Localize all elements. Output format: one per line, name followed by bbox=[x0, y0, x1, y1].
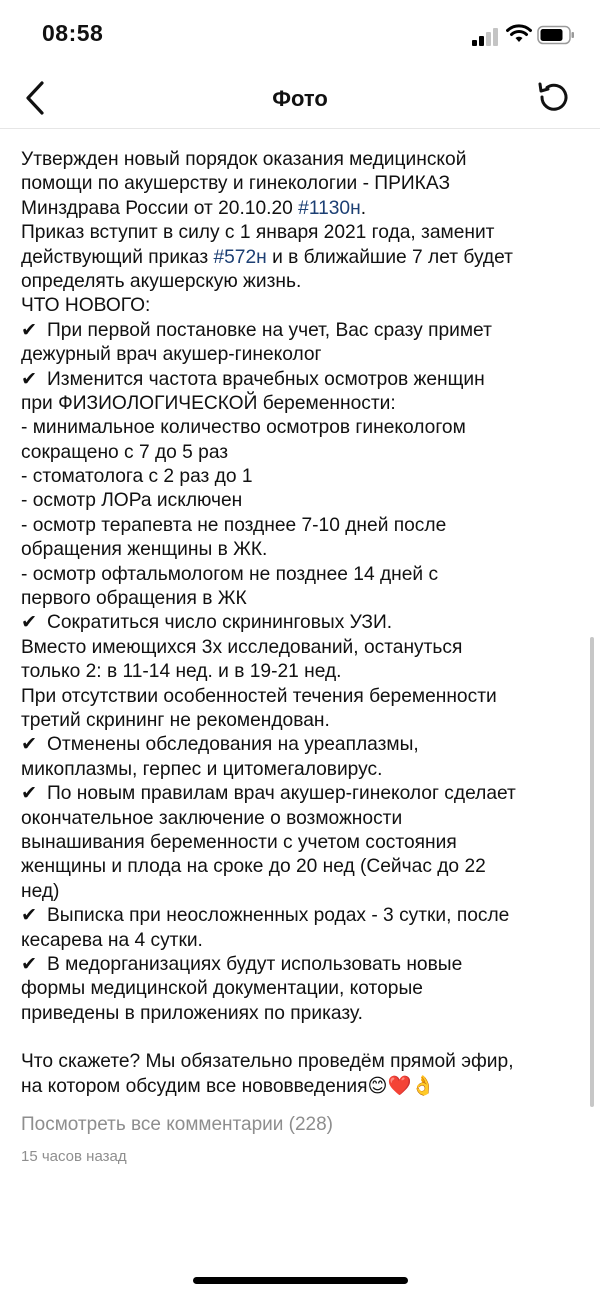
caption-line: - осмотр терапевта не позднее 7-10 дней после bbox=[21, 514, 447, 536]
check-mark-icon: ✔ bbox=[21, 783, 38, 805]
caption-line: При отсутствии особенностей течения беременности bbox=[21, 685, 497, 707]
battery-icon bbox=[537, 25, 575, 45]
scrollbar[interactable] bbox=[590, 637, 594, 1107]
caption-line: нед) bbox=[21, 880, 60, 902]
caption-spacer bbox=[21, 1026, 579, 1050]
caption-line bbox=[21, 733, 579, 757]
caption-line: Вместо имеющихся 3х исследований, остануться bbox=[21, 636, 463, 658]
caption-line: - стоматолога с 2 раз до 1 bbox=[21, 466, 253, 488]
caption-text: По новым правилам врач акушер-гинеколог сделает bbox=[47, 783, 516, 805]
caption-line bbox=[21, 197, 579, 221]
caption-line bbox=[21, 319, 579, 343]
caption-text: действующий приказ bbox=[21, 246, 214, 268]
caption-text: и в ближайшие 7 лет будет bbox=[266, 246, 513, 268]
page-title: Фото bbox=[272, 86, 328, 111]
caption-line: Приказ вступит в силу с 1 января 2021 года, заменит bbox=[21, 222, 495, 244]
caption-text: . bbox=[360, 197, 367, 219]
caption-line: - осмотр ЛОРа исключен bbox=[21, 490, 243, 512]
caption-line: на котором обсудим все нововведения😊❤️👌 bbox=[21, 1075, 436, 1097]
signal-icon bbox=[472, 28, 500, 46]
caption-text: Минздрава России от 20.10.20 bbox=[21, 197, 299, 219]
caption-line: при ФИЗИОЛОГИЧЕСКОЙ беременности: bbox=[21, 392, 396, 414]
caption-line: помощи по акушерству и гинекологии - ПРИКАЗ bbox=[21, 173, 451, 195]
caption-line: женщины и плода на сроке до 20 нед (Сейчас до 22 bbox=[21, 856, 486, 878]
check-mark-icon: ✔ bbox=[21, 905, 38, 927]
caption-line: - осмотр офтальмологом не позднее 14 дней с bbox=[21, 563, 439, 585]
post-timestamp: 15 часов назад bbox=[21, 1148, 127, 1165]
caption-line: дежурный врач акушер-гинеколог bbox=[21, 344, 322, 366]
caption-text: Сократиться число скрининговых УЗИ. bbox=[47, 612, 393, 634]
status-bar bbox=[0, 0, 600, 72]
caption-line: формы медицинской документации, которые bbox=[21, 978, 423, 1000]
caption-line: определять акушерскую жизнь. bbox=[21, 270, 302, 292]
caption-line: - минимальное количество осмотров гинекологом bbox=[21, 417, 466, 439]
caption-line bbox=[21, 611, 579, 635]
post-caption bbox=[21, 148, 579, 1099]
caption-line: микоплазмы, герпес и цитомегаловирус. bbox=[21, 758, 383, 780]
caption-line: окончательное заключение о возможности bbox=[21, 807, 403, 829]
caption-line: обращения женщины в ЖК. bbox=[21, 539, 268, 561]
check-mark-icon: ✔ bbox=[21, 953, 38, 975]
caption-line bbox=[21, 953, 579, 977]
caption-text: При первой постановке на учет, Вас сразу примет bbox=[47, 319, 492, 341]
caption-text: В медорганизациях будут использовать новые bbox=[47, 953, 463, 975]
caption-line bbox=[21, 782, 579, 806]
check-mark-icon: ✔ bbox=[21, 368, 38, 390]
caption-line: приведены в приложениях по приказу. bbox=[21, 1002, 363, 1024]
view-all-comments-link[interactable]: Посмотреть все комментарии (228) bbox=[21, 1114, 334, 1135]
caption-text: Изменится частота врачебных осмотров женщин bbox=[47, 368, 485, 390]
check-mark-icon: ✔ bbox=[21, 612, 38, 634]
caption-line: сокращено с 7 до 5 раз bbox=[21, 441, 229, 463]
caption-line: третий скрининг не рекомендован. bbox=[21, 709, 330, 731]
hashtag-link[interactable]: #572н bbox=[213, 246, 267, 268]
caption-line: ЧТО НОВОГО: bbox=[21, 295, 151, 317]
caption-line bbox=[21, 368, 579, 392]
caption-line bbox=[21, 904, 579, 928]
caption-line: первого обращения в ЖК bbox=[21, 588, 247, 610]
caption-text: Выписка при неосложненных родах - 3 сутки, после bbox=[47, 905, 510, 927]
caption-line: кесарева на 4 сутки. bbox=[21, 929, 203, 951]
caption-text: Отменены обследования на уреаплазмы, bbox=[47, 734, 419, 756]
caption-line: вынашивания беременности с учетом состояния bbox=[21, 831, 457, 853]
caption-line bbox=[21, 246, 579, 270]
caption-line: только 2: в 11-14 нед. и в 19-21 нед. bbox=[21, 661, 342, 683]
check-mark-icon: ✔ bbox=[21, 734, 38, 756]
check-mark-icon: ✔ bbox=[21, 319, 38, 341]
refresh-icon[interactable] bbox=[535, 78, 573, 116]
nav-bar bbox=[0, 72, 600, 129]
wifi-icon bbox=[506, 24, 532, 44]
hashtag-link[interactable]: #1130н bbox=[298, 197, 361, 219]
caption-line: Что скажете? Мы обязательно проведём прямой эфир, bbox=[21, 1051, 514, 1073]
home-indicator[interactable] bbox=[193, 1277, 408, 1284]
caption-line: Утвержден новый порядок оказания медицинской bbox=[21, 149, 467, 170]
status-time: 08:58 bbox=[42, 20, 104, 46]
